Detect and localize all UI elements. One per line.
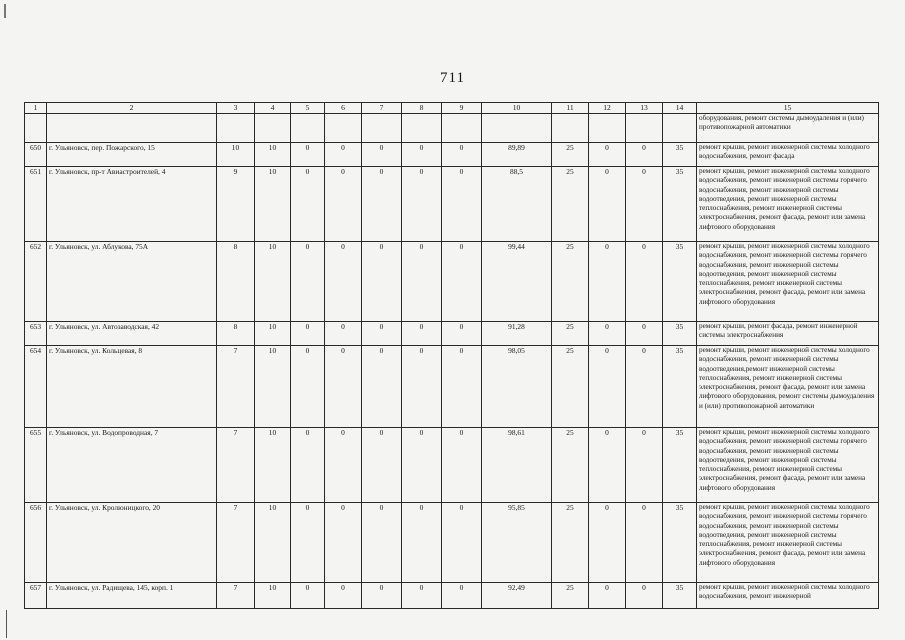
row-number-cell: 653: [25, 322, 47, 346]
value-cell-c4: 10: [255, 242, 291, 322]
row-number-cell: 655: [25, 428, 47, 503]
value-cell-c11: 25: [552, 143, 589, 167]
row-number-cell: 652: [25, 242, 47, 322]
works-cell: ремонт крыши, ремонт инженерной системы холодного водоснабжения, ремонт инженерной системы горячего водоснабжения, ремонт инженерной системы водоотведения, ремонт инженерной системы теплоснабжения, ремонт инженерной системы электроснабжения, ремонт фасада, ремонт или замена лифтового оборудования: [697, 428, 879, 503]
scan-edge-mark: [4, 4, 6, 18]
value-cell-c4: 10: [255, 346, 291, 428]
value-cell-c14: 35: [663, 428, 697, 503]
value-cell-c12: 0: [589, 143, 626, 167]
header-cell: 8: [402, 103, 442, 114]
page-number: 711: [440, 70, 465, 86]
value-cell-c13: 0: [626, 322, 663, 346]
header-cell: 5: [291, 103, 325, 114]
value-cell-c9: 0: [442, 428, 482, 503]
scan-margin-mark: [6, 610, 7, 638]
value-cell-c6: 0: [325, 167, 362, 242]
value-cell-c10: 99,44: [482, 242, 552, 322]
value-cell-c5: 0: [291, 503, 325, 583]
header-cell: 15: [697, 103, 879, 114]
value-cell-c13: 0: [626, 143, 663, 167]
header-cell: 10: [482, 103, 552, 114]
address-cell: г. Ульяновск, ул. Аблукова, 75А: [47, 242, 217, 322]
value-cell-c5: 0: [291, 346, 325, 428]
value-cell-c11: 25: [552, 346, 589, 428]
value-cell-c9: 0: [442, 346, 482, 428]
value-cell-c7: 0: [362, 322, 402, 346]
value-cell-c14: 35: [663, 503, 697, 583]
value-cell-c7: 0: [362, 143, 402, 167]
value-cell-c6: 0: [325, 503, 362, 583]
header-cell: 1: [25, 103, 47, 114]
value-cell-c3: 9: [217, 167, 255, 242]
value-cell-c13: 0: [626, 428, 663, 503]
header-row: [25, 103, 879, 114]
value-cell-c14: 35: [663, 346, 697, 428]
value-cell-c8: 0: [402, 167, 442, 242]
value-cell-c14: 35: [663, 242, 697, 322]
address-cell: г. Ульяновск, пер. Пожарского, 15: [47, 143, 217, 167]
value-cell-c10: 95,85: [482, 503, 552, 583]
value-cell-c13: 0: [626, 242, 663, 322]
value-cell-c3: 7: [217, 503, 255, 583]
value-cell-c3: 8: [217, 242, 255, 322]
value-cell-c6: 0: [325, 322, 362, 346]
value-cell-c11: 25: [552, 322, 589, 346]
value-cell-c14: 35: [663, 322, 697, 346]
value-cell-c5: 0: [291, 242, 325, 322]
value-cell-c3: 8: [217, 322, 255, 346]
value-cell-c4: 10: [255, 322, 291, 346]
row-number-cell: 657: [25, 583, 47, 609]
works-cell: ремонт крыши, ремонт инженерной системы холодного водоснабжения, ремонт инженерной системы горячего водоснабжения, ремонт инженерной системы водоотведения, ремонт инженерной системы теплоснабжения, ремонт инженерной системы электроснабжения, ремонт фасада, ремонт или замена лифтового оборудования: [697, 503, 879, 583]
value-cell-c10: 98,61: [482, 428, 552, 503]
header-cell: 3: [217, 103, 255, 114]
value-cell-c13: 0: [626, 167, 663, 242]
value-cell-c11: 25: [552, 503, 589, 583]
table-row: [25, 322, 879, 346]
value-cell-c5: 0: [291, 143, 325, 167]
address-cell: г. Ульяновск, ул. Автозаводская, 42: [47, 322, 217, 346]
value-cell-c5: 0: [291, 583, 325, 609]
address-cell: г. Ульяновск, ул. Кролюницкого, 20: [47, 503, 217, 583]
value-cell-c14: 35: [663, 143, 697, 167]
address-cell: г. Ульяновск, ул. Кольцевая, 8: [47, 346, 217, 428]
value-cell-c8: 0: [402, 583, 442, 609]
value-cell-c10: 89,89: [482, 143, 552, 167]
value-cell-c4: 10: [255, 143, 291, 167]
value-cell-c10: 92,49: [482, 583, 552, 609]
value-cell-c6: 0: [325, 583, 362, 609]
value-cell-c8: 0: [402, 242, 442, 322]
value-cell-c11: 25: [552, 242, 589, 322]
value-cell-c5: 0: [291, 322, 325, 346]
value-cell-c9: 0: [442, 143, 482, 167]
value-cell-c11: 25: [552, 428, 589, 503]
value-cell-c3: 7: [217, 346, 255, 428]
works-cell: ремонт крыши, ремонт инженерной системы холодного водоснабжения, ремонт инженерной системы водоотведения,ремонт инженерной системы теплоснабжения, ремонт инженерной системы электроснабжения, ремонт фасада, ремонт или замена лифтового оборудования, ремонт системы дымоудаления и (или) противопожарной автоматики: [697, 346, 879, 428]
value-cell-c13: 0: [626, 503, 663, 583]
value-cell-c6: 0: [325, 242, 362, 322]
address-cell: г. Ульяновск, пр-т Авиастроителей, 4: [47, 167, 217, 242]
header-cell: 13: [626, 103, 663, 114]
table-row: [25, 503, 879, 583]
table-row: [25, 242, 879, 322]
value-cell-c6: 0: [325, 428, 362, 503]
value-cell-c10: 98,05: [482, 346, 552, 428]
value-cell-c3: 7: [217, 583, 255, 609]
value-cell-c9: 0: [442, 503, 482, 583]
table-row: [25, 583, 879, 609]
row-number-cell: 654: [25, 346, 47, 428]
value-cell-c4: 10: [255, 503, 291, 583]
value-cell-c8: 0: [402, 428, 442, 503]
row-number-cell: 650: [25, 143, 47, 167]
value-cell-c12: 0: [589, 428, 626, 503]
value-cell-c4: 10: [255, 167, 291, 242]
header-cell: 2: [47, 103, 217, 114]
value-cell-c3: 7: [217, 428, 255, 503]
works-cell: ремонт крыши, ремонт фасада, ремонт инженерной системы электроснабжения: [697, 322, 879, 346]
value-cell-c7: 0: [362, 428, 402, 503]
value-cell-c6: 0: [325, 346, 362, 428]
value-cell-c5: 0: [291, 428, 325, 503]
value-cell-c3: 10: [217, 143, 255, 167]
table-row: [25, 167, 879, 242]
value-cell-c8: 0: [402, 322, 442, 346]
value-cell-c6: 0: [325, 143, 362, 167]
value-cell-c7: 0: [362, 346, 402, 428]
value-cell-c14: 35: [663, 167, 697, 242]
table-row: [25, 346, 879, 428]
value-cell-c9: 0: [442, 167, 482, 242]
value-cell-c14: 35: [663, 583, 697, 609]
header-cell: 11: [552, 103, 589, 114]
works-cell: ремонт крыши, ремонт инженерной системы холодного водоснабжения, ремонт фасада: [697, 143, 879, 167]
value-cell-c13: 0: [626, 346, 663, 428]
table-row: [25, 143, 879, 167]
value-cell-c8: 0: [402, 346, 442, 428]
value-cell-c12: 0: [589, 503, 626, 583]
value-cell-c12: 0: [589, 346, 626, 428]
value-cell-c12: 0: [589, 322, 626, 346]
value-cell-c4: 10: [255, 583, 291, 609]
header-cell: 12: [589, 103, 626, 114]
header-cell: 6: [325, 103, 362, 114]
value-cell-c9: 0: [442, 583, 482, 609]
header-cell: 4: [255, 103, 291, 114]
value-cell-c10: 91,28: [482, 322, 552, 346]
value-cell-c13: 0: [626, 583, 663, 609]
works-cell: оборудования, ремонт системы дымоудаления и (или) противопожарной автоматики: [697, 114, 879, 143]
value-cell-c9: 0: [442, 242, 482, 322]
address-cell: г. Ульяновск, ул. Водопроводная, 7: [47, 428, 217, 503]
value-cell-c7: 0: [362, 167, 402, 242]
value-cell-c7: 0: [362, 503, 402, 583]
header-cell: 7: [362, 103, 402, 114]
table-row: [25, 428, 879, 503]
works-cell: ремонт крыши, ремонт инженерной системы холодного водоснабжения, ремонт инженерной: [697, 583, 879, 609]
value-cell-c9: 0: [442, 322, 482, 346]
value-cell-c10: 88,5: [482, 167, 552, 242]
row-number-cell: 651: [25, 167, 47, 242]
value-cell-c11: 25: [552, 167, 589, 242]
header-cell: 14: [663, 103, 697, 114]
header-cell: 9: [442, 103, 482, 114]
row-number-cell: 656: [25, 503, 47, 583]
value-cell-c8: 0: [402, 503, 442, 583]
works-cell: ремонт крыши, ремонт инженерной системы холодного водоснабжения, ремонт инженерной системы горячего водоснабжения, ремонт инженерной системы водоотведения, ремонт инженерной системы теплоснабжения, ремонт инженерной системы электроснабжения, ремонт фасада, ремонт или замена лифтового оборудования: [697, 242, 879, 322]
value-cell-c12: 0: [589, 242, 626, 322]
value-cell-c12: 0: [589, 167, 626, 242]
address-cell: г. Ульяновск, ул. Радищева, 145, корп. 1: [47, 583, 217, 609]
works-cell: ремонт крыши, ремонт инженерной системы холодного водоснабжения, ремонт инженерной системы горячего водоснабжения, ремонт инженерной системы водоотведения, ремонт инженерной системы теплоснабжения, ремонт инженерной системы электроснабжения, ремонт фасада, ремонт или замена лифтового оборудования: [697, 167, 879, 242]
value-cell-c4: 10: [255, 428, 291, 503]
value-cell-c7: 0: [362, 583, 402, 609]
value-cell-c12: 0: [589, 583, 626, 609]
continuation-row: [25, 114, 879, 143]
value-cell-c8: 0: [402, 143, 442, 167]
value-cell-c11: 25: [552, 583, 589, 609]
repair-program-table: [24, 102, 879, 609]
value-cell-c5: 0: [291, 167, 325, 242]
value-cell-c7: 0: [362, 242, 402, 322]
